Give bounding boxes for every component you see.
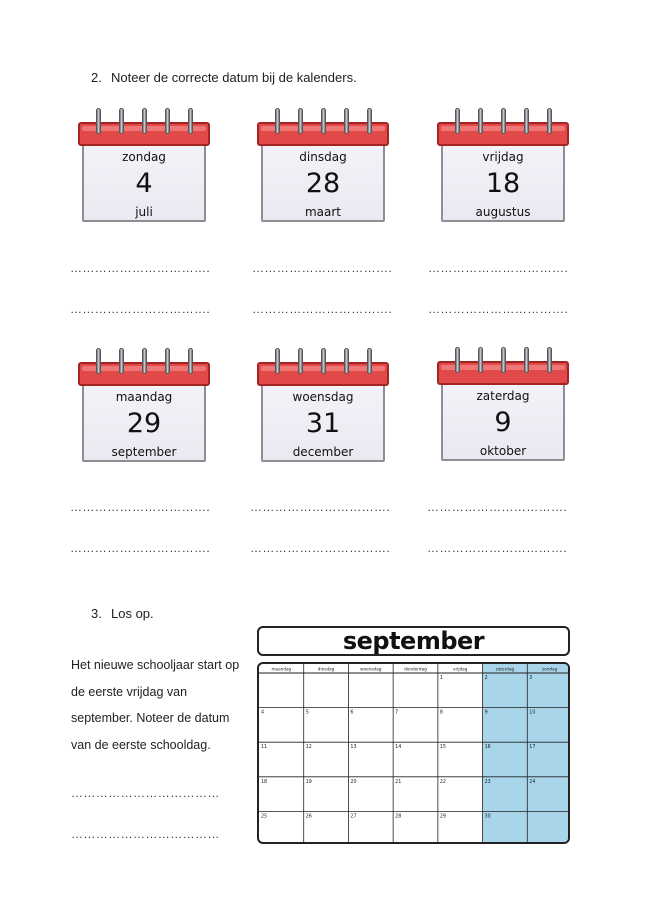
day-number: 23 [484, 779, 491, 785]
day-number: 7 [395, 710, 399, 716]
september-calendar-title: september [257, 626, 570, 656]
answer-line[interactable]: ……………………………. [250, 500, 391, 514]
calendar-month: september [111, 445, 177, 459]
day-number: 30 [484, 814, 491, 820]
calendar-day: dinsdag [299, 150, 347, 164]
day-number: 2 [484, 676, 488, 681]
calendar-ring [142, 108, 147, 134]
day-number: 29 [439, 814, 446, 820]
answer-line[interactable]: ……………………………. [70, 261, 211, 275]
question-3-paragraph: Het nieuwe schooljaar start op de eerste vrijdag van september. Noteer de datum van de eerste schooldag. [71, 658, 240, 752]
calendar-ring [119, 348, 124, 374]
calendar-ring [367, 348, 372, 374]
calendar-day: woensdag [292, 390, 354, 404]
calendar-ring [165, 348, 170, 374]
calendar-ring [119, 108, 124, 134]
day-number: 12 [305, 745, 312, 751]
question-2-text: Noteer de correcte datum bij de kalenders. [111, 70, 357, 85]
answer-line[interactable]: ……………………………. [70, 500, 211, 514]
calendar-month: juli [135, 205, 153, 219]
question-2-number: 2. [91, 70, 102, 85]
day-number: 19 [305, 779, 312, 785]
calendar-ring [275, 108, 280, 134]
calendar-icon [437, 347, 569, 465]
weekday-label: donderdag [404, 666, 427, 672]
september-calendar-svg [259, 664, 570, 844]
calendar-ring [188, 348, 193, 374]
calendar-ring [501, 108, 506, 134]
day-number: 1 [439, 676, 443, 681]
calendar-date: 28 [305, 168, 341, 199]
weekday-label: maandag [271, 666, 292, 672]
calendar-ring [321, 108, 326, 134]
day-number: 9 [484, 710, 488, 716]
calendar-date: 9 [494, 407, 512, 438]
calendar-icon [257, 108, 389, 226]
calendar-ring [96, 108, 101, 134]
day-number: 3 [529, 676, 533, 681]
answer-line[interactable]: ……………………………. [252, 302, 393, 316]
day-number: 13 [350, 745, 357, 751]
answer-line[interactable]: ……………………………. [70, 541, 211, 555]
calendar-icon [257, 348, 389, 466]
calendar-ring [298, 108, 303, 134]
calendar-month: oktober [479, 444, 527, 458]
calendar-month: maart [304, 205, 342, 219]
calendar-icon [78, 108, 210, 226]
question-3-text: Los op. [111, 606, 154, 621]
calendar-month: augustus [475, 205, 531, 219]
calendar-ring [275, 348, 280, 374]
day-number: 27 [350, 814, 357, 820]
calendar-ring [142, 348, 147, 374]
day-number: 11 [261, 745, 268, 751]
calendar-ring [524, 347, 529, 373]
day-number: 5 [305, 710, 309, 716]
day-number: 15 [439, 745, 446, 751]
calendar-day: zaterdag [476, 389, 530, 403]
answer-line[interactable]: ……………………………. [427, 500, 568, 514]
answer-line[interactable]: ……………………………. [70, 302, 211, 316]
calendar-ring [478, 108, 483, 134]
answer-line[interactable]: ……………………………… [71, 786, 220, 800]
calendar-ring [478, 347, 483, 373]
calendar-day: vrijdag [482, 150, 524, 164]
day-number: 18 [261, 779, 268, 785]
calendar-date: 4 [135, 168, 153, 199]
calendar-ring [344, 108, 349, 134]
day-number: 28 [395, 814, 402, 820]
question-3-number: 3. [91, 606, 102, 621]
day-number: 17 [529, 745, 536, 751]
day-number: 4 [261, 710, 265, 716]
calendar-ring [455, 347, 460, 373]
day-number: 8 [439, 710, 443, 716]
calendar-ring [547, 347, 552, 373]
day-number: 21 [395, 779, 402, 785]
calendar-ring [524, 108, 529, 134]
day-number: 20 [350, 779, 357, 785]
september-calendar-grid [257, 662, 570, 844]
answer-line[interactable]: ……………………………. [427, 541, 568, 555]
calendar-ring [344, 348, 349, 374]
calendar-ring [455, 108, 460, 134]
day-number: 24 [529, 779, 536, 785]
day-number: 26 [305, 814, 312, 820]
calendar-ring [367, 108, 372, 134]
question-2-title [91, 70, 357, 85]
calendar-ring [501, 347, 506, 373]
question-3-title [91, 606, 154, 621]
calendar-ring [298, 348, 303, 374]
calendar-icon [78, 348, 210, 466]
weekday-label: dinsdag [317, 666, 335, 672]
weekday-label: woensdag [360, 666, 382, 672]
answer-line[interactable]: ……………………………. [428, 261, 569, 275]
weekday-label: zaterdag [495, 666, 515, 672]
calendar-ring [547, 108, 552, 134]
day-number: 25 [261, 814, 268, 820]
day-number: 16 [484, 745, 491, 751]
calendar-date: 18 [485, 168, 521, 199]
day-number: 14 [395, 745, 402, 751]
day-number: 10 [529, 710, 536, 716]
calendar-day: zondag [122, 150, 166, 164]
calendar-ring [321, 348, 326, 374]
day-number: 22 [439, 779, 446, 785]
calendar-icon [437, 108, 569, 226]
calendar-ring [188, 108, 193, 134]
answer-line[interactable]: ……………………………… [71, 827, 220, 841]
calendar-ring [165, 108, 170, 134]
answer-line[interactable]: ……………………………. [252, 261, 393, 275]
calendar-date: 31 [305, 408, 341, 439]
calendar-ring [96, 348, 101, 374]
calendar-month: december [292, 445, 354, 459]
calendar-day: maandag [115, 390, 173, 404]
day-number: 6 [350, 710, 354, 716]
calendar-date: 29 [126, 408, 162, 439]
answer-line[interactable]: ……………………………. [250, 541, 391, 555]
weekday-label: vrijdag [453, 666, 468, 672]
answer-line[interactable]: ……………………………. [428, 302, 569, 316]
weekend-shading [483, 664, 570, 844]
weekday-label: zondag [541, 666, 558, 672]
